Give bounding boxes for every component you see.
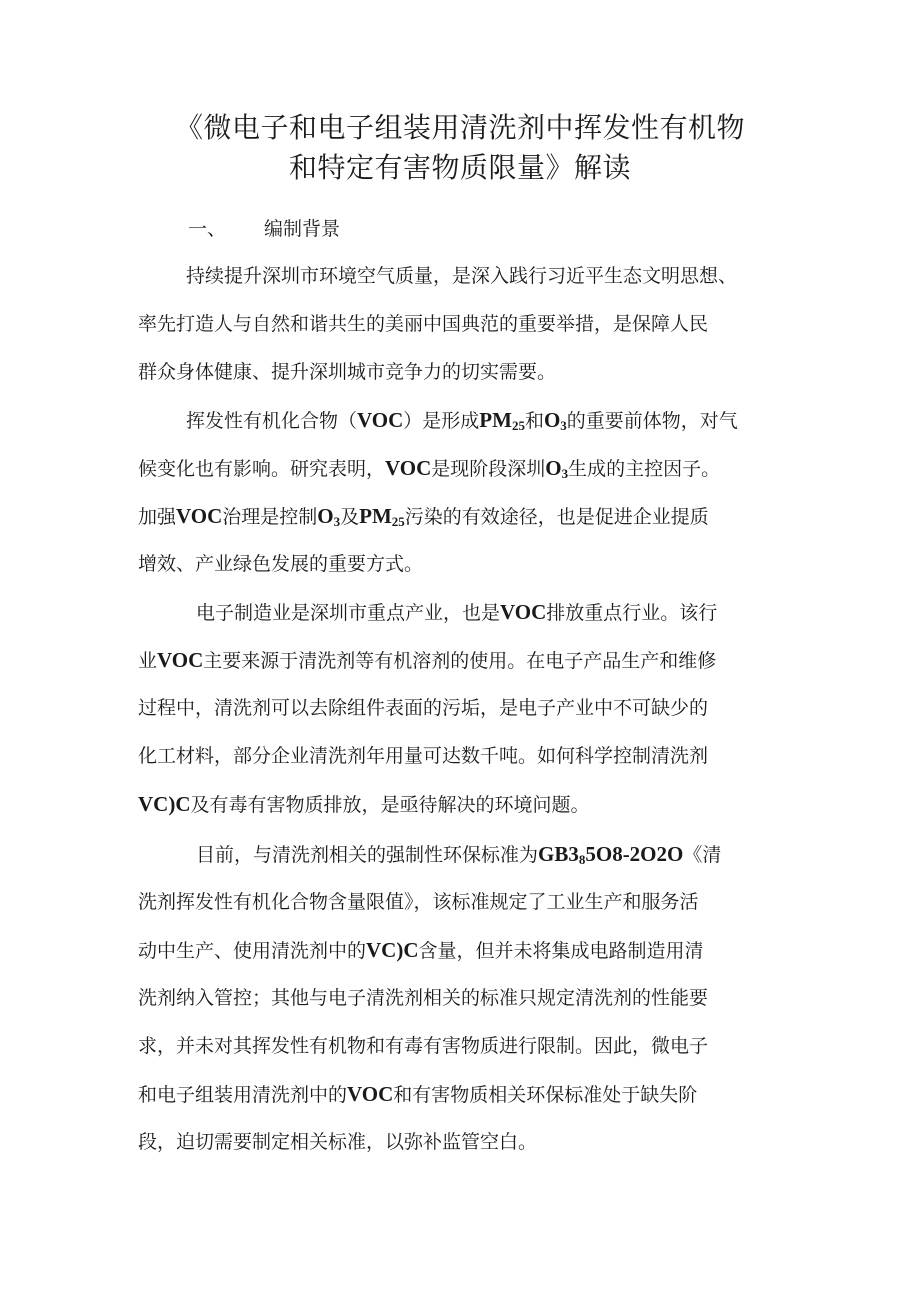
- standard-code: GB3: [538, 842, 579, 866]
- paragraph-3: [138, 588, 818, 828]
- text-run: 挥发性有机化合物（: [186, 410, 358, 432]
- paragraph-4: [138, 830, 818, 1166]
- paragraph-line: 率先打造人与自然和谐共生的美丽中国典范的重要举措，是保障人民: [138, 313, 709, 335]
- paragraph-line: 持续提升深圳市环境空气质量，是深入践行习近平生态文明思想、: [186, 265, 738, 287]
- text-run: 动中生产、使用清洗剂中的: [138, 940, 367, 962]
- paragraph-1: [138, 252, 818, 396]
- text-run: 治理是控制: [222, 506, 318, 528]
- pm-term: PM: [359, 504, 392, 528]
- text-run: 的重要前体物，对气: [566, 410, 738, 432]
- text-run: 和: [524, 410, 544, 432]
- text-run: 《清: [683, 844, 722, 866]
- text-run: 业: [138, 650, 158, 672]
- voc-term: VOC: [157, 648, 204, 672]
- paragraph-2: [138, 396, 818, 588]
- document-title: [0, 108, 920, 188]
- ozone-subscript: 3: [561, 466, 569, 481]
- pm-subscript: 25: [511, 418, 525, 433]
- paragraph-line: [138, 780, 818, 828]
- voc-term: VOC: [500, 600, 547, 624]
- pm-subscript: 25: [391, 514, 405, 529]
- section-label: 编制背景: [264, 218, 341, 240]
- paragraph-line: [138, 444, 818, 492]
- title-line-2: 和特定有害物质限量》解读: [288, 151, 631, 184]
- text-run: 加强: [138, 506, 177, 528]
- text-run: 电子制造业是深圳市重点产业，也是: [196, 602, 501, 624]
- text-run: 候变化也有影响。研究表明，: [138, 458, 386, 480]
- text-run: 和有害物质相关环保标准处于缺失阶: [393, 1084, 698, 1106]
- text-run: 生成的主控因子。: [568, 458, 721, 480]
- paragraph-line: 段，迫切需要制定相关标准，以弥补监管空白。: [138, 1131, 538, 1153]
- paragraph-line: [138, 636, 818, 684]
- text-run: 排放重点行业。该行: [546, 602, 718, 624]
- paragraph-line: 求，并未对其挥发性有机物和有毒有害物质进行限制。因此，微电子: [138, 1035, 709, 1057]
- standard-code-subscript: 8: [578, 852, 586, 867]
- ozone-term: O: [543, 408, 561, 432]
- text-run: 及有毒有害物质排放，是亟待解决的环境问题。: [190, 794, 590, 816]
- paragraph-line: [138, 830, 818, 878]
- voc-term: VOC: [176, 504, 223, 528]
- ozone-subscript: 3: [333, 514, 341, 529]
- ozone-term: O: [545, 456, 562, 480]
- text-run: 目前，与清洗剂相关的强制性环保标准为: [196, 844, 539, 866]
- paragraph-line: [138, 588, 818, 636]
- paragraph-line: [138, 492, 818, 540]
- paragraph-line: 洗剂纳入管控；其他与电子清洗剂相关的标准只规定清洗剂的性能要: [138, 987, 709, 1009]
- pm-term: PM: [479, 408, 512, 432]
- paragraph-line: [138, 926, 818, 974]
- voc-term: VOC: [347, 1082, 394, 1106]
- vc-term: VC)C: [138, 792, 191, 816]
- voc-term: VOC: [357, 408, 404, 432]
- text-run: 含量，但并未将集成电路制造用清: [418, 940, 704, 962]
- paragraph-line: 群众身体健康、提升深圳城市竞争力的切实需要。: [138, 361, 557, 383]
- text-run: 是现阶段深圳: [431, 458, 546, 480]
- paragraph-line: [138, 1070, 818, 1118]
- paragraph-line: 过程中，清洗剂可以去除组件表面的污垢，是电子产业中不可缺少的: [138, 697, 709, 719]
- text-run: 及: [340, 506, 360, 528]
- text-run: 污染的有效途径，也是促进企业提质: [404, 506, 709, 528]
- ozone-term: O: [317, 504, 334, 528]
- text-run: 主要来源于清洗剂等有机溶剂的使用。在电子产品生产和维修: [203, 650, 717, 672]
- paragraph-line: 增效、产业绿色发展的重要方式。: [138, 553, 424, 575]
- voc-term: VOC: [385, 456, 432, 480]
- section-heading: [188, 215, 340, 243]
- paragraph-line: 洗剂挥发性有机化合物含量限值》，该标准规定了工业生产和服务活: [138, 891, 699, 913]
- paragraph-line: [138, 396, 818, 444]
- ozone-subscript: 3: [560, 418, 567, 433]
- section-number: 一、: [188, 218, 227, 240]
- standard-code: 5O8-2O2O: [585, 842, 684, 866]
- vc-term: VC)C: [366, 938, 419, 962]
- text-run: 和电子组装用清洗剂中的: [138, 1084, 348, 1106]
- paragraph-line: 化工材料，部分企业清洗剂年用量可达数千吨。如何科学控制清洗剂: [138, 745, 709, 767]
- text-run: ）是形成: [403, 410, 480, 432]
- title-line-1: 《微电子和电子组装用清洗剂中挥发性有机物: [174, 111, 745, 144]
